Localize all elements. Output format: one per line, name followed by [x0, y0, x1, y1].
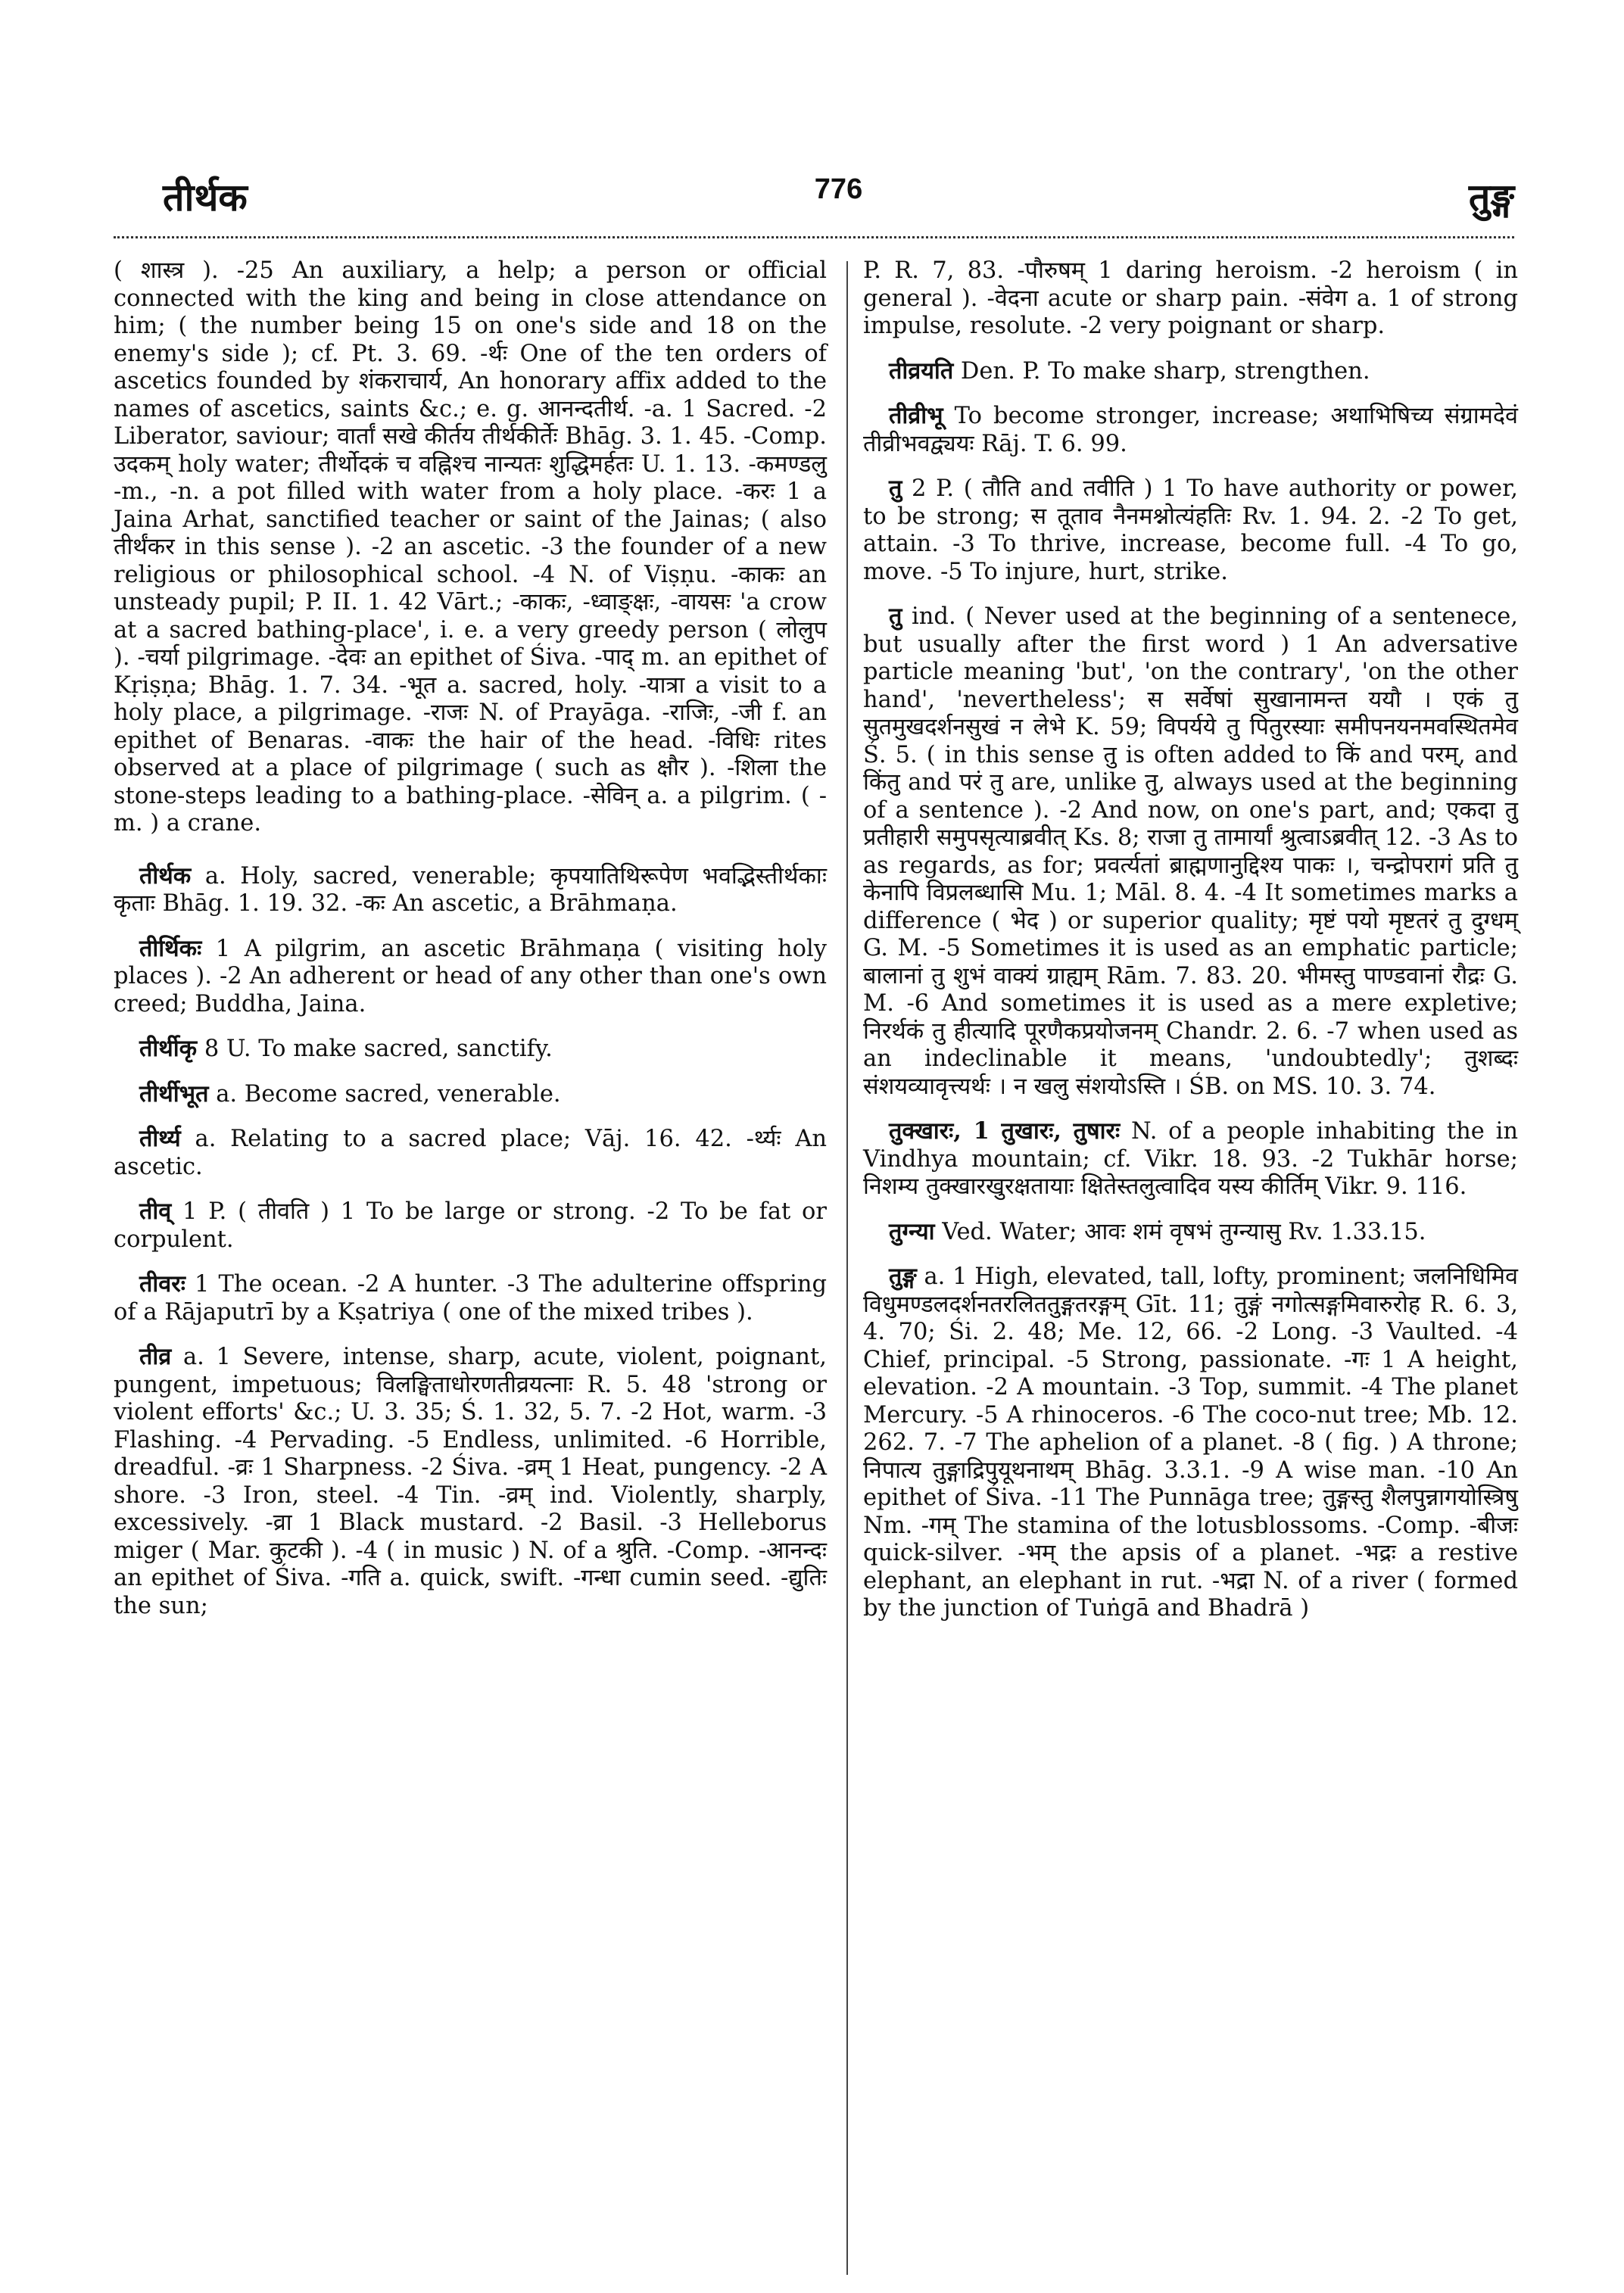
- header-rule: [114, 236, 1514, 238]
- entry-text: a. 1 Severe, intense, sharp, acute, violent, poignant, pungent, impetuous; विलङ्घिताधोरणतीव्रयत्नाः R. 5. 48 'strong or violent efforts' &c.; U. 3. 35; Ś. 1. 32, 5. 7. -2 Hot, warm. -3 Flashing. -4 Pervading. -5 Endless, unlimited. -6 Horrible, dreadful. -व्रः 1 Sharpness. -2 Śiva. -व्रम् 1 Heat, pungency. -2 A shore. -3 Iron, steel. -4 Tin. -व्रम् ind. Violently, sharply, excessively. -व्रा 1 Black mustard. -2 Basil. -3 Helleborus miger ( Mar. कुटकी ). -4 ( in music ) N. of a श्रुति. -Comp. -आनन्दः an epithet of Śiva. -गति a. quick, swift. -गन्धा cumin seed. -द्युतिः the sun;: [114, 1344, 828, 1619]
- dictionary-entry: [863, 402, 1518, 458]
- page-number: 776: [814, 173, 863, 205]
- entry-headword: तु: [889, 475, 902, 502]
- entry-text: 1 A pilgrim, an ascetic Brāhmaṇa ( visiting holy places ). -2 An adherent or head of any other than one's own creed; Buddha, Jaina.: [114, 935, 827, 1017]
- entry-text: a. Relating to a sacred place; Vāj. 16. 42. -र्थ्यः An ascetic.: [114, 1126, 827, 1180]
- dictionary-entry: [114, 1343, 827, 1620]
- dictionary-entry: [114, 1125, 827, 1181]
- entry-text: P. R. 7, 83. -पौरुषम् 1 daring heroism. -2 heroism ( in general ). -वेदना acute or sharp pain. -संवेग a. 1 of strong impulse, resolute. -2 very poignant or sharp.: [863, 257, 1518, 339]
- entry-text: ind. ( Never used at the beginning of a sentenece, but usually after the first word ) 1 An adversative particle meaning 'but', 'on the contrary', 'on the other hand', 'nevertheless'; स सर्वेषां सुखानामन्त ययौ । एकं तु सुतमुखदर्शनसुखं न लेभे K. 59; विपर्यये तु पितुरस्याः समीपनयनमवस्थितमेव Ś. 5. ( in this sense तु is often added to किं and परम्, and किंतु and परं तु are, unlike तु, always used at the beginning of a sentence ). -2 And now, on one's part, and; एकदा तु प्रतीहारी समुपसृत्याब्रवीत् Ks. 8; राजा तु तामार्यां श्रुत्वाऽब्रवीत् 12. -3 As to as regards, as for; प्रवर्त्यतां ब्राह्मणानुद्दिश्य पाकः ।, चन्द्रोपरागं प्रति तु केनापि विप्रलब्धासि Mu. 1; Māl. 8. 4. -4 It sometimes marks a difference ( भेद ) or superior quality; मृष्टं पयो मृष्टतरं तु दुग्धम् G. M. -5 Sometimes it is used as an emphatic particle; बालानां तु शुभं वाक्यं ग्राह्यम् Rām. 7. 83. 20. भीमस्तु पाण्डवानां रौद्रः G. M. -6 And sometimes it is used as a mere expletive; निरर्थकं तु हीत्यादि पूरणैकप्रयोजनम् Chandr. 2. 6. -7 when used as an indeclinable it means, 'undoubtedly'; तुशब्दः संशयव्यावृत्त्यर्थः । न खलु संशयोऽस्ति । ŚB. on MS. 10. 3. 74.: [863, 603, 1518, 1100]
- entry-headword: तीर्थीकृ: [139, 1035, 198, 1062]
- dictionary-entry: [114, 935, 827, 1019]
- entry-text: Ved. Water; आवः शमं वृषभं तुग्न्यासु Rv. 1.33.15.: [942, 1218, 1426, 1245]
- entry-headword: तीव्र: [139, 1343, 172, 1370]
- dictionary-entry: [863, 1218, 1518, 1247]
- dictionary-entry: [863, 1263, 1518, 1623]
- entry-text: a. Holy, sacred, venerable; कृपयातिथिरूपेण भवद्भिस्तीर्थकाः कृताः Bhāg. 1. 19. 32. -कः An ascetic, a Brāhmaṇa.: [114, 862, 827, 917]
- entry-headword: तु: [889, 603, 902, 630]
- entry-text: Den. P. To make sharp, strengthen.: [960, 357, 1370, 385]
- entry-text: ( शास्त्र ). -25 An auxiliary, a help; a person or official connected with the king and being in close attendance on him; ( the number being 15 on one's side and 18 on the enemy's side ); cf. Pt. 3. 69. -र्थः One of the ten orders of ascetics founded by शंकराचार्य, An honorary affix added to the names of ascetics, saints &c.; e. g. आनन्दतीर्थ. -a. 1 Sacred. -2 Liberator, saviour; वार्तां सखे कीर्तय तीर्थकीर्तेः Bhāg. 3. 1. 45. -Comp. उदकम् holy water; तीर्थोदकं च वह्निश्च नान्यतः शुद्धिमर्हतः U. 1. 13. -कमण्डलु -m., -n. a pot filled with water from a holy place. -करः 1 a Jaina Arhat, sanctified teacher or saint of the Jainas; ( also तीर्थंकर in this sense ). -2 an ascetic. -3 the founder of a new religious or philosophical school. -4 N. of Viṣṇu. -काकः an unsteady pupil; P. II. 1. 42 Vārt.; -काकः, -ध्वाङ्क्षः, -वायसः 'a crow at a sacred bathing-place', i. e. a very greedy person ( लोलुप ). -चर्या pilgrimage. -देवः an epithet of Śiva. -पाद् m. an epithet of Kṛiṣṇa; Bhāg. 1. 7. 34. -भूत a. sacred, holy. -यात्रा a visit to a holy place, a pilgrimage. -राजः N. of Prayāga. -राजिः, -जी f. an epithet of Benaras. -वाकः the hair of the head. -विधिः rites observed at a place of pilgrimage ( such as क्षौर ). -शिला the stone-steps leading to a bathing-place. -सेविन् a. a pilgrim. ( -m. ) a crane.: [114, 257, 827, 837]
- dictionary-entry: [863, 475, 1518, 586]
- dictionary-entry: [114, 1198, 827, 1254]
- dictionary-entry: [114, 1080, 827, 1109]
- dictionary-entry: [114, 257, 827, 838]
- entry-headword: तुङ्ग: [889, 1263, 917, 1290]
- entry-text: a. 1 High, elevated, tall, lofty, prominent; जलनिधिमिव विधुमण्डलदर्शनतरलिततुङ्गतरङ्गम् Gīt. 11; तुङ्गं नगोत्सङ्गमिवारुरोह R. 6. 3, 4. 70; Śi. 2. 48; Me. 12, 66. -2 Long. -3 Vaulted. -4 Chief, principal. -5 Strong, passionate. -गः 1 A height, elevation. -2 A mountain. -3 Top, summit. -4 The planet Mercury. -5 A rhinoceros. -6 The coco-nut tree; Mb. 12. 262. 7. -7 The aphelion of a planet. -8 ( fig. ) A throne; निपात्य तुङ्गाद्रिपुयूथनाथम् Bhāg. 3.3.1. -9 A wise man. -10 An epithet of Śiva. -11 The Punnāga tree; तुङ्गस्तु शैलपुन्नागयोस्त्रिषु Nm. -गम् The stamina of the lotusblossoms. -Comp. -बीजः quick-silver. -भम् the apsis of a planet. -भद्रः a restive elephant, an elephant in rut. -भद्रा N. of a river ( formed by the junction of Tuṅgā and Bhadrā ): [863, 1263, 1518, 1622]
- entry-headword: तीवरः: [139, 1270, 185, 1298]
- entry-headword: तीर्थीभूत: [139, 1080, 209, 1108]
- entry-text: 1 The ocean. -2 A hunter. -3 The adulterine offspring of a Rājaputrī by a Kṣatriya ( one of the mixed tribes ).: [114, 1271, 827, 1326]
- entry-headword: तीर्थिकः: [139, 934, 202, 962]
- entry-text: N. of a people inhabiting the in Vindhya mountain; cf. Vikr. 18. 93. -2 Tukhār horse; निशम्य तुक्खारखुरक्षतायाः क्षितेस्तलुत्वादिव यस्य कीर्तिम् Vikr. 9. 116.: [863, 1118, 1518, 1200]
- dictionary-entry: [863, 1117, 1518, 1201]
- entry-headword: तीव्रयति: [889, 357, 954, 385]
- dictionary-entry: [863, 257, 1518, 341]
- entry-text: 2 P. ( तौति and तवीति ) 1 To have authority or power, to be strong; स तूताव नैनमश्नोत्यंहतिः Rv. 1. 94. 2. -2 To get, attain. -3 To thrive, increase, become full. -4 To go, move. -5 To injure, hurt, strike.: [863, 475, 1518, 585]
- entry-headword: तुग्न्या: [889, 1217, 935, 1245]
- entry-headword: तीव्रीभू: [889, 402, 943, 429]
- entry-text: a. Become sacred, venerable.: [216, 1080, 561, 1108]
- dictionary-entry: [114, 1270, 827, 1326]
- column-divider: [846, 261, 848, 2275]
- entry-headword: तीर्थक: [139, 861, 192, 889]
- entry-headword: तीव्: [139, 1198, 172, 1225]
- entry-text: 1 P. ( तीवति ) 1 To be large or strong. -2 To be fat or corpulent.: [114, 1198, 827, 1253]
- page-header: [163, 170, 1514, 223]
- entry-text: To become stronger, increase; अथाभिषिच्य संग्रामदेवं तीव्रीभवद्व्ययः Rāj. T. 6. 99.: [863, 403, 1518, 457]
- dictionary-entry: [863, 603, 1518, 1101]
- dictionary-entry: [863, 357, 1518, 386]
- dictionary-entry: [114, 1035, 827, 1064]
- entry-headword: तीर्थ्य: [139, 1125, 181, 1152]
- dictionary-entry: [114, 862, 827, 918]
- left-running-headword: तीर्थक: [163, 175, 248, 220]
- entry-text: 8 U. To make sacred, sanctify.: [204, 1036, 553, 1062]
- right-running-headword: तुङ्ग: [1468, 175, 1514, 220]
- left-column: [114, 257, 827, 1637]
- entry-headword: तुक्खारः, 1 तुखारः, तुषारः: [889, 1117, 1121, 1145]
- right-column: [863, 257, 1518, 1640]
